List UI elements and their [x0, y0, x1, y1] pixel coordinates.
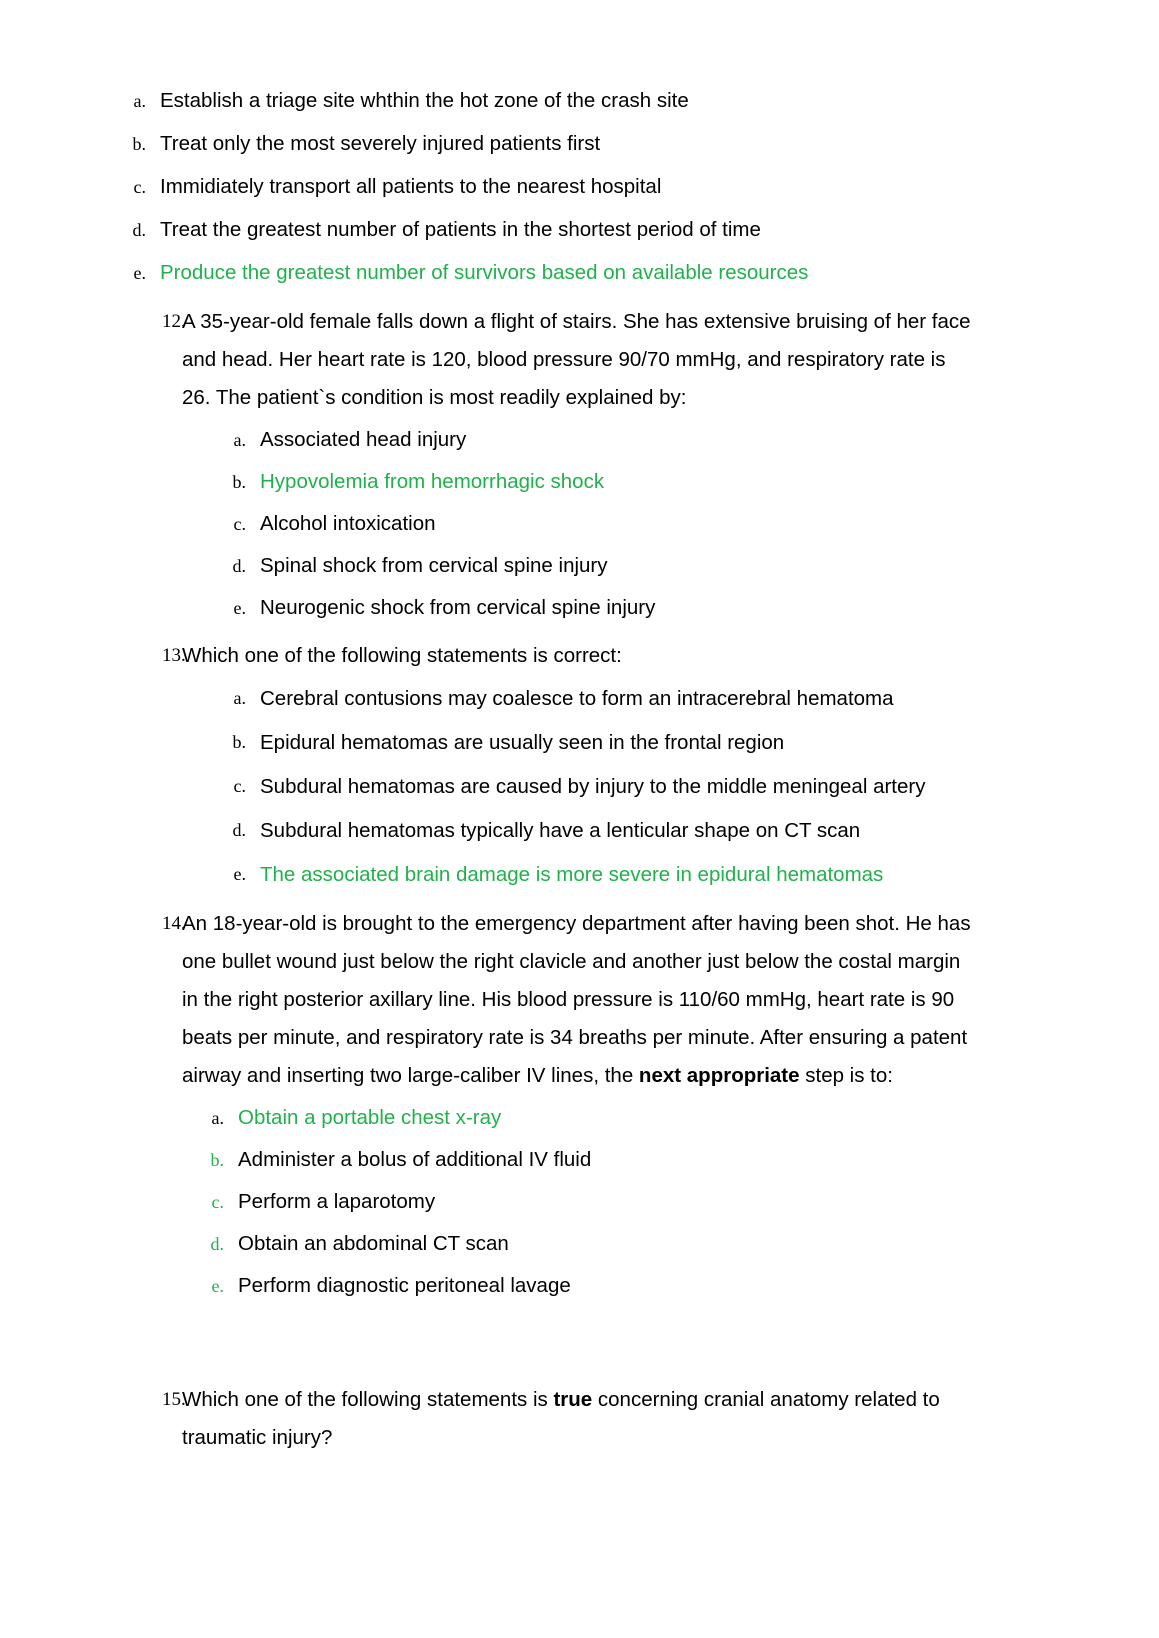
answer-letter: c.: [233, 514, 246, 534]
answer-letter: e.: [233, 864, 246, 884]
answer-text: Perform diagnostic peritoneal lavage: [238, 1274, 571, 1297]
answer-letter: e.: [133, 263, 146, 283]
answer-letter: d.: [210, 1234, 224, 1254]
list-item: [218, 511, 1039, 537]
question-block-14: [120, 905, 1039, 1299]
list-item-correct-answer: [218, 861, 1039, 889]
answer-letter: b.: [210, 1150, 224, 1170]
list-item: [218, 729, 1039, 757]
answer-text: Produce the greatest number of survivors based on available resources: [160, 261, 809, 284]
answer-text: Epidural hematomas are usually seen in the frontal region: [260, 731, 785, 754]
answer-letter: e.: [211, 1276, 224, 1296]
list-item: [120, 88, 1039, 114]
answer-text: Subdural hematomas are caused by injury to the middle meningeal artery: [260, 775, 926, 798]
answer-letter: d.: [232, 820, 246, 840]
answer-text: Neurogenic shock from cervical spine injury: [260, 596, 656, 619]
question-number: 15.: [162, 1389, 186, 1410]
section-spacer: [120, 1315, 1039, 1367]
question-block-15: [120, 1381, 1039, 1457]
answer-text: Subdural hematomas typically have a lenticular shape on CT scan: [260, 819, 861, 842]
question-text: A 35-year-old female falls down a flight of stairs. She has extensive bruising of her face and head. Her heart rate is 120, blood pressure 90/70 mmHg, and respiratory rate is 26. The patient`s condition is most readily explained by:: [182, 310, 971, 409]
question-text: [182, 1381, 972, 1457]
answer-text: Hypovolemia from hemorrhagic shock: [260, 470, 605, 493]
list-item: [218, 685, 1039, 713]
question-row: [120, 637, 1039, 675]
list-item-correct-answer: [120, 260, 1039, 286]
answer-list: [218, 685, 1039, 889]
list-item-correct-answer: [196, 1105, 1039, 1131]
answer-text: Spinal shock from cervical spine injury: [260, 554, 608, 577]
answer-letter: b.: [232, 472, 246, 492]
list-item: [120, 217, 1039, 243]
list-item-correct-answer: [218, 469, 1039, 495]
question-text-emphasis: true: [553, 1388, 593, 1411]
question-text: [182, 905, 972, 1095]
question-text-part1: An 18-year-old is brought to the emergency department after having been shot. He has one bullet wound just below the right clavicle and another just below the costal margin in the right posterior axillary line. His blood pressure is 110/60 mmHg, heart rate is 90 beats per minute, and respiratory rate is 34 breaths per minute. After ensuring a patent airway and inserting two large-caliber IV lines, the: [182, 912, 971, 1087]
answer-text: Immidiately transport all patients to the nearest hospital: [160, 175, 662, 198]
question-number: 14.: [162, 913, 186, 934]
answer-text: The associated brain damage is more severe in epidural hematomas: [260, 863, 884, 886]
answer-letter: b.: [232, 732, 246, 752]
question-text-part2: concerning cranial anatomy related to traumatic injury?: [182, 1388, 940, 1449]
answer-text: Associated head injury: [260, 428, 467, 451]
question-text-emphasis: next appropriate: [638, 1064, 800, 1087]
list-item: [196, 1189, 1039, 1215]
answer-letter: a.: [133, 91, 146, 111]
question-text-part1: Which one of the following statements is: [182, 1388, 554, 1411]
answer-letter: c.: [211, 1192, 224, 1212]
question-text-part2: step is to:: [799, 1064, 893, 1087]
answer-letter: e.: [233, 598, 246, 618]
list-item: [196, 1231, 1039, 1257]
answer-text: Treat only the most severely injured patients first: [160, 132, 601, 155]
answer-text: Obtain a portable chest x-ray: [238, 1106, 502, 1129]
answer-letter: b.: [132, 134, 146, 154]
answer-text: Cerebral contusions may coalesce to form an intracerebral hematoma: [260, 687, 894, 710]
answer-letter: d.: [232, 556, 246, 576]
answer-letter: c.: [133, 177, 146, 197]
list-item: [218, 553, 1039, 579]
answer-letter: c.: [233, 776, 246, 796]
answer-text: Alcohol intoxication: [260, 512, 436, 535]
answer-list: [196, 1105, 1039, 1299]
list-item: [196, 1147, 1039, 1173]
answer-letter: a.: [233, 688, 246, 708]
question-number: 13.: [162, 645, 186, 666]
answer-letter: d.: [132, 220, 146, 240]
list-item: [218, 595, 1039, 621]
answer-text: Treat the greatest number of patients in the shortest period of time: [160, 218, 761, 241]
answer-letter: a.: [233, 430, 246, 450]
orphan-answer-list: [120, 88, 1039, 286]
list-item: [120, 131, 1039, 157]
question-number: 12.: [162, 311, 186, 332]
question-text: Which one of the following statements is correct:: [182, 644, 622, 667]
question-row: [120, 303, 1039, 417]
question-block-12: [120, 303, 1039, 621]
question-row: [120, 905, 1039, 1095]
answer-text: Perform a laparotomy: [238, 1190, 436, 1213]
answer-letter: a.: [211, 1108, 224, 1128]
answer-text: Administer a bolus of additional IV fluid: [238, 1148, 592, 1171]
answer-text: Establish a triage site whthin the hot zone of the crash site: [160, 89, 689, 112]
list-item: [218, 773, 1039, 801]
question-row: [120, 1381, 1039, 1457]
answer-text: Obtain an abdominal CT scan: [238, 1232, 509, 1255]
list-item: [218, 427, 1039, 453]
list-item: [218, 817, 1039, 845]
question-block-13: [120, 637, 1039, 889]
answer-list: [218, 427, 1039, 621]
list-item: [120, 174, 1039, 200]
list-item: [196, 1273, 1039, 1299]
